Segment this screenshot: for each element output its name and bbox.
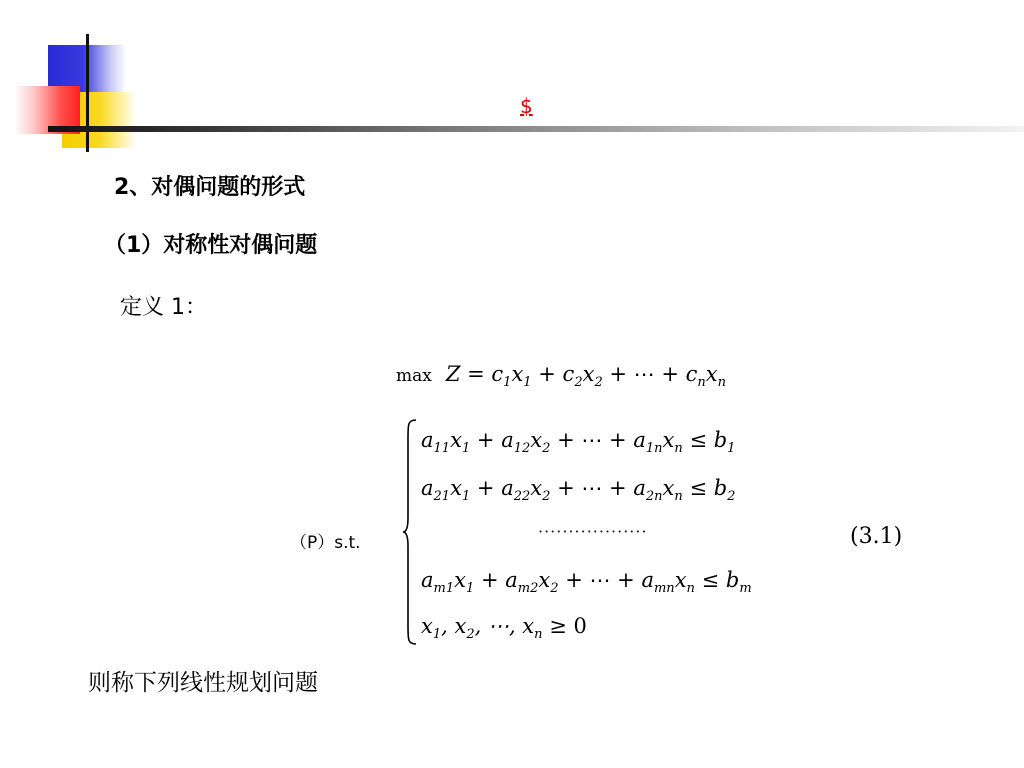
constraint-row-1: $a_{11}x_1 + a_{12}x_2$ + ⋯ + $a_{1n}x_n \le b_1$ bbox=[421, 428, 736, 457]
definition-label: 定义 1： bbox=[120, 295, 207, 320]
nonnegativity-relation: ≥ 0 bbox=[549, 614, 587, 638]
objective-function: $\max Z = c_1x_1 + c_2x_2$ + ⋯ + $c_nx_n$ bbox=[396, 362, 727, 391]
title-divider-line bbox=[48, 126, 1024, 132]
objective-op: max bbox=[396, 366, 432, 386]
section-heading: 2、对偶问题的形式 bbox=[114, 175, 306, 200]
decor-vertical-line bbox=[86, 34, 89, 152]
constraint-row-2: $a_{21}x_1 + a_{22}x_2$ + ⋯ + $a_{2n}x_n \le b_2$ bbox=[421, 476, 736, 505]
header-symbol: $ bbox=[520, 94, 533, 118]
constraint-row-m: $a_{m1}x_1 + a_{m2}x_2$ + ⋯ + $a_{mn}x_n \le b_m$ bbox=[421, 568, 752, 597]
problem-label: （P）s.t. bbox=[290, 533, 361, 553]
constraint-ellipsis: ·················· bbox=[538, 522, 648, 541]
closing-text: 则称下列线性规划问题 bbox=[88, 670, 318, 696]
equation-number: (3.1) bbox=[850, 524, 903, 549]
nonnegativity-constraint: $x_1$, $x_2$, ⋯, $x_n \ge 0$ bbox=[421, 614, 587, 643]
subsection-heading: （1）对称性对偶问题 bbox=[104, 233, 318, 258]
objective-equals: = bbox=[467, 362, 485, 386]
constraint-brace bbox=[402, 418, 418, 646]
objective-lhs: Z bbox=[445, 362, 461, 386]
